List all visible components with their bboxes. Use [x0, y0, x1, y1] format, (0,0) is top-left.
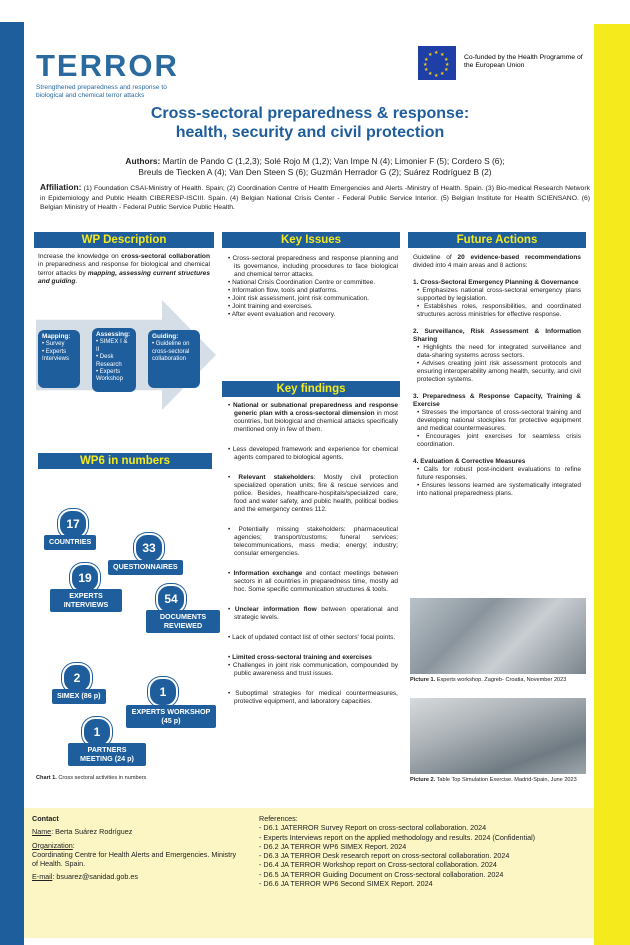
area-item: • Highlights the need for integrated surveillance and data-sharing systems across sectors. [417, 344, 581, 359]
intro-c: divided into 4 main areas and 8 actions: [413, 262, 528, 269]
step-item: • Desk Research [96, 354, 122, 368]
finding-item: • Lack of updated contact list of other sectors' focal points. [228, 634, 396, 641]
contact-org: Coordinating Centre for Health Alerts and Emergencies. Ministry of Health. Spain. [32, 849, 237, 869]
caption-text: Cross sectoral activities in numbers [56, 775, 147, 781]
finding-item: • Potentially missing stakeholders: pharmaceutical agencies; transport/customs; funeral services; telecommunications, mass media; energy; industry; consular emergencies. [228, 526, 398, 557]
list-item: • Joint training and exercises. [228, 303, 313, 310]
count-circle: 19 [70, 563, 100, 593]
key-findings-header: Key findings [222, 381, 400, 397]
step-guiding [148, 330, 200, 388]
wp-description-header: WP Description [34, 232, 214, 248]
terror-logo [36, 48, 186, 100]
workshop-photo [410, 598, 586, 674]
contact-block [32, 814, 242, 882]
caption-label: Chart 1. [36, 775, 57, 781]
step-title: Guiding: [152, 333, 179, 340]
key-findings-list [228, 402, 398, 706]
caption-text: Table Top Simulation Exercise. Madrid-Spain, June 2023 [435, 777, 577, 783]
count-label: DOCUMENTS REVIEWED [146, 610, 220, 633]
authors-line-1: Martín de Pando C (1,2,3); Solé Rojo M (1,2); Van Impe N (4); Limonier F (5); Cordero S (6); [162, 156, 505, 166]
chart-caption [36, 775, 146, 782]
step-item: • Experts Interviews [42, 348, 70, 363]
area-item: • Encourages joint exercises for seamless crisis coordination. [417, 433, 581, 448]
finding-text: Potentially missing stakeholders: pharmaceutical agencies; transport/customs; funeral services; telecommunications, mass media; energy; industry; consular emergencies. [234, 526, 398, 557]
count-circle: 17 [58, 509, 88, 539]
step-item: • Guideline on cross-sectoral collaboration [152, 341, 190, 363]
simulation-photo [410, 698, 586, 774]
finding-text: Suboptimal strategies for medical countermeasures, protective equipment, and laboratory capacities. [234, 690, 398, 705]
count-circle: 54 [156, 584, 186, 614]
count-circle: 33 [134, 533, 164, 563]
left-band [0, 0, 24, 945]
logo-tagline: Strengthened preparedness and response to biological and chemical terror attacks [36, 84, 167, 99]
finding-bold: Information exchange [233, 570, 303, 577]
authors-line-2: Breuls de Tiecken A (4); Van Den Steen S (6); Guzmán Herrador G (2); Suárez Rodríguez B (2) [138, 167, 492, 177]
name-label: Name [32, 827, 52, 837]
step-mapping [38, 330, 80, 388]
eu-text: Co-funded by the Health Programme of the European Union [464, 54, 583, 69]
poster-title [30, 104, 590, 142]
count-label: QUESTIONNAIRES [108, 560, 183, 575]
step-item: • Experts Workshop [96, 369, 123, 383]
area-heading: 4. Evaluation & Corrective Measures [413, 458, 526, 465]
finding-item: • Relevant stakeholders: Mostly civil protection specialized operation units; fire & rescue services and police. Besides, healthcare-hospitals/specialized care, food and water safety, and public health, political bodies and the emergency centres 112. [228, 474, 398, 513]
affiliation [40, 183, 590, 213]
step-item: • SIMEX I & II [96, 339, 128, 353]
org-label: Organization [32, 840, 73, 850]
contact-email[interactable] [32, 872, 242, 881]
finding-item: • Suboptimal strategies for medical countermeasures, protective equipment, and laboratory capacities. [228, 690, 398, 705]
future-actions-header: Future Actions [408, 232, 586, 248]
wp-text-e: . [75, 277, 78, 285]
title-line-2: health, security and civil protection [175, 124, 445, 141]
area-item: • Ensures lessons learned are systematically integrated into national preparedness plans. [417, 482, 581, 497]
step-assessing [92, 328, 136, 392]
count-circle: 1 [148, 677, 178, 707]
reference-item: - D6.5 JA TERROR Guiding Document on Cross-sectoral collaboration. 2024 [259, 869, 504, 879]
area-heading: 1. Cross-Sectoral Emergency Planning & Governance [413, 279, 579, 286]
finding-item: • Limited cross-sectoral training and exercises [228, 654, 372, 661]
step-item: • Survey [42, 341, 65, 348]
reference-item: - D6.6 JA TERROR WP6 Second SIMEX Report. 2024 [259, 879, 433, 889]
area-item: • Emphasizes national cross-sectoral emergency plans supported by legislation. [417, 287, 581, 302]
finding-text: in most countries, but biological and chemical attacks specifically mentioned only in few of them. [234, 410, 398, 433]
reference-item: - D6.4 JA TERROR Workshop report on Cross-sectoral collaboration. 2024 [259, 860, 497, 870]
caption-label: Picture 1. [410, 677, 436, 683]
count-label: PARTNERS MEETING (24 p) [68, 743, 146, 766]
future-actions-text [413, 254, 581, 498]
intro-a: Guideline of [413, 254, 452, 261]
top-band [0, 0, 630, 22]
name-value: : Berta Suárez Rodríguez [51, 827, 133, 837]
future-intro [413, 254, 581, 270]
reference-item: - D6.2 JA TERROR WP6 SIMEX Report. 2024 [259, 841, 407, 851]
key-issues-list [228, 255, 398, 319]
wp-text-b: cross-sectoral collaboration [121, 253, 210, 260]
area-item: • Establishes roles, responsibilities, and coordinated structures across ministries for effective response. [417, 303, 581, 318]
list-item: • Cross-sectoral preparedness and response planning and its governance, including procedures to face biological and chemical terror attacks. [228, 255, 398, 278]
reference-item: - Experts Interviews report on the applied methodology and results. 2024 (Confidential) [259, 832, 536, 842]
reference-item: - D6.1 JATERROR Survey Report on cross-sectoral collaboration. 2024 [259, 823, 487, 833]
finding-bold: Unclear information flow [234, 606, 317, 613]
finding-item: • Challenges in joint risk communication, compounded by public awareness and trust issues. [228, 662, 398, 677]
authors-label: Authors: [125, 156, 161, 166]
count-circle: 2 [62, 663, 92, 693]
eu-flag-icon: ★ ★ ★ ★ ★ ★ ★ ★ ★ ★ ★ ★ [418, 46, 456, 80]
email-value[interactable]: : bsuarez@sanidad.gob.es [52, 872, 138, 882]
area-heading: 3. Preparedness & Response Capacity, Training & Exercise [413, 393, 581, 408]
finding-item: • National or subnational preparedness and response generic plan with a cross-sectoral dimension in most countries, but biological and chemical attacks specifically mentioned only in few of them. [228, 402, 398, 433]
references-block [259, 814, 589, 888]
finding-text: : Mostly civil protection specialized operation units; fire & rescue services and police. Besides, healthcare-hospitals/specialized care, food and water safety, and public health, political bodies and the emergency centres 112. [234, 474, 398, 513]
finding-text: and contact meetings between sectors in all countries in preparedness time, mostly ad hoc. Some specific communication structures & tools. [234, 570, 398, 593]
wp-text-c: in preparedness and response for biological and chemical terror attacks by [38, 261, 210, 277]
caption-label: Picture 2. [410, 777, 436, 783]
affiliation-text: (1) Foundation CSAI-Ministry of Health. Spain; (2) Coordination Centre of Health Emergencies and Alerts -Ministry of Health. Spain. (3) Bio-medical Research Network in Epidemiology and Public Health CIBERESP-ISCIII. Spain. (4) Belgian National Crisis Center - Federal Public Service Interior. (5) Belgian Institute for Health SCIENSANO. (6) Belgian Ministry of Health - Federal Public Service Public Health. [40, 185, 590, 211]
photo-caption-1 [410, 677, 566, 684]
photo-caption-2 [410, 777, 577, 784]
eu-cofunding [418, 46, 588, 82]
count-circle: 1 [82, 717, 112, 747]
wp-steps-arrow [36, 300, 216, 410]
finding-text: Lack of updated contact list of other sectors' focal points. [232, 634, 396, 641]
area-item: • Advises creating joint risk assessment protocols and ensuring interoperability among health, security, and civil protection systems. [417, 360, 581, 383]
count-label: EXPERTS INTERVIEWS [50, 589, 122, 612]
title-line-1: Cross-sectoral preparedness & response: [150, 105, 470, 122]
wp-text-d: mapping, assessing current structures and guiding [38, 269, 210, 285]
finding-item: • Less developed framework and experience for chemical agents compared to biological agents. [228, 446, 399, 461]
list-item: • National Crisis Coordination Centre or committee. [228, 279, 376, 286]
footer [24, 808, 594, 938]
caption-text: Experts workshop. Zagreb- Croatia, November 2023 [435, 677, 567, 683]
list-item: • Joint risk assessment, joint risk communication. [228, 295, 369, 302]
references-label: References: [259, 814, 298, 823]
finding-text: Challenges in joint risk communication, compounded by public awareness and trust issues. [232, 662, 398, 677]
email-label: E-mail [32, 872, 53, 882]
list-item: • Information flow, tools and platforms. [228, 287, 338, 294]
count-label: SIMEX (86 p) [52, 689, 106, 704]
list-item: • After event evaluation and recovery. [228, 311, 336, 318]
finding-text: Less developed framework and experience for chemical agents compared to biological agents. [232, 446, 399, 461]
finding-item: • Unclear information flow between operational and strategic levels. [228, 606, 398, 621]
finding-item: • Information exchange and contact meetings between sectors in all countries in preparedness time, mostly ad hoc. Some specific communication structures & tools. [228, 570, 398, 593]
area-heading: 2. Surveillance, Risk Assessment & Information Sharing [413, 328, 581, 343]
count-label: COUNTRIES [44, 535, 96, 550]
step-title: Mapping: [42, 333, 71, 340]
finding-text: between operational and strategic levels. [234, 606, 398, 621]
logo-wordmark: TERROR [36, 48, 179, 83]
wp-description-text [38, 253, 210, 286]
right-band [594, 24, 630, 945]
intro-b: 20 evidence-based recommendations [457, 254, 581, 261]
reference-item: - D6.3 JA TERROR Desk research report on cross-sectoral collaboration. 2024 [259, 851, 510, 861]
step-title: Assessing: [96, 331, 131, 338]
numbers-header: WP6 in numbers [38, 453, 212, 469]
contact-org-label: Organization: [32, 840, 75, 850]
wp-text-a: Increase the knowledge on [38, 253, 119, 260]
key-issues-header: Key Issues [222, 232, 400, 248]
finding-bold: National or subnational preparedness and response generic plan with a cross-sectoral dimension [232, 402, 398, 417]
area-item: • Calls for robust post-incident evaluations to refine future responses. [417, 466, 581, 481]
authors [40, 156, 590, 178]
contact-name [32, 827, 242, 836]
finding-bold: Limited cross-sectoral training and exercises [232, 654, 372, 661]
finding-bold: Relevant stakeholders [238, 474, 314, 481]
affiliation-label: Affiliation: [40, 182, 82, 192]
contact-label: Contact [32, 814, 59, 823]
count-label: EXPERTS WORKSHOP (45 p) [126, 705, 216, 728]
area-item: • Stresses the importance of cross-sectoral training and developing national stockpiles for protective equipment and medical countermeasures. [417, 409, 581, 432]
